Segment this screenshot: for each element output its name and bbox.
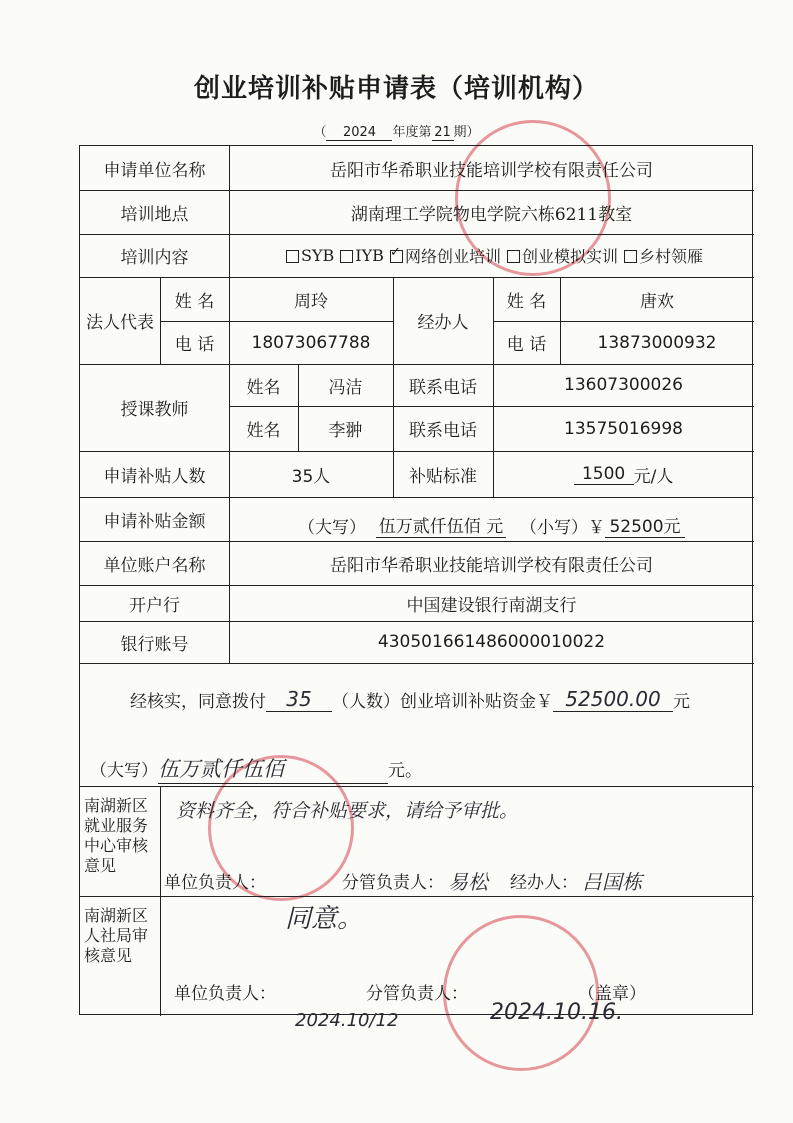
value-subsidy-std: 1500 元/人 xyxy=(493,451,754,497)
label-subsidy-count: 申请补贴人数 xyxy=(103,466,206,487)
label-legal-phone: 电 话 xyxy=(174,335,215,355)
label-handler-phone: 电 话 xyxy=(506,335,547,355)
value-location: 湖南理工学院物电学院六栋6211教室 xyxy=(350,204,633,225)
review1-operator-signature: 吕国栋 xyxy=(582,869,642,894)
label-subsidy-amount: 申请补贴金额 xyxy=(103,511,206,532)
review2-signatures: 单位负责人： 分管负责人： （盖章） xyxy=(174,983,646,1004)
label-account-no: 银行账号 xyxy=(120,634,189,655)
label-teacher2-name: 姓名 xyxy=(246,421,281,441)
value-subsidy-count: 35人 xyxy=(291,466,331,487)
value-account-no: 430501661486000010022 xyxy=(377,632,606,652)
review1-deputy-signature: 易松 xyxy=(448,869,488,894)
amount-caps: 伍万贰仟伍佰 元 xyxy=(376,512,506,538)
value-applicant: 岳阳市华希职业技能培训学校有限责任公司 xyxy=(330,160,653,181)
value-legal-name: 周玲 xyxy=(294,291,328,312)
approval-caps-line: （大写） 伍万贰仟伍佰 元。 xyxy=(90,754,422,782)
approval-line: 经核实，同意拨付 35 （人数）创业培训补贴资金￥ 52500.00 元 xyxy=(130,686,690,712)
period-line: （ 2024 年度第 21 期） xyxy=(313,125,480,140)
value-teacher1-name: 冯洁 xyxy=(328,377,363,398)
checkbox-rural-leader[interactable] xyxy=(624,250,637,263)
form-title: 创业培训补贴申请表（培训机构） xyxy=(193,74,599,104)
value-bank: 中国建设银行南湖支行 xyxy=(406,595,577,616)
checkbox-online-entrepreneurship[interactable] xyxy=(390,250,403,263)
label-bank: 开户行 xyxy=(129,595,180,616)
value-legal-phone: 18073067788 xyxy=(251,332,371,353)
label-applicant: 申请单位名称 xyxy=(103,160,206,181)
label-teacher: 授课教师 xyxy=(120,400,189,420)
label-handler-name: 姓 名 xyxy=(506,291,547,312)
value-teacher2-phone: 13575016998 xyxy=(564,418,683,439)
review1-signatures: 单位负责人： 分管负责人： 易松 经办人： 吕国栋 xyxy=(164,868,642,892)
label-teacher2-phone: 联系电话 xyxy=(409,421,477,441)
value-teacher1-phone: 13607300026 xyxy=(564,375,683,395)
value-subsidy-amount: （大写） 伍万贰仟伍佰 元 （小写）￥ 52500元 xyxy=(229,497,754,541)
amount-small: 52500元 xyxy=(605,512,685,538)
review2-opinion-handwritten: 同意。 xyxy=(285,904,364,934)
value-handler-name: 唐欢 xyxy=(640,291,674,312)
checkbox-simulation-training[interactable] xyxy=(507,250,520,263)
label-location: 培训地点 xyxy=(120,204,189,225)
label-subsidy-std: 补贴标准 xyxy=(409,466,477,487)
approval-caps-handwritten: 伍万贰仟伍佰 xyxy=(158,753,388,784)
label-teacher1-name: 姓名 xyxy=(246,377,281,398)
label-account-name: 单位账户名称 xyxy=(103,555,206,576)
label-legal-rep: 法人代表 xyxy=(86,313,154,333)
period-year: 2024 xyxy=(326,125,392,141)
label-review-hr-bureau: 南湖新区人社局审核意见 xyxy=(84,906,149,965)
label-legal-name: 姓 名 xyxy=(174,291,215,312)
value-account-name: 岳阳市华希职业技能培训学校有限责任公司 xyxy=(330,555,653,576)
checkbox-syb[interactable] xyxy=(286,250,299,263)
approval-count-handwritten: 35 xyxy=(266,687,332,712)
review2-date2-handwritten: 2024.10.16. xyxy=(490,1000,623,1025)
label-teacher1-phone: 联系电话 xyxy=(409,377,477,398)
label-review-employment-center: 南湖新区就业服务中心审核意见 xyxy=(84,796,149,875)
review2-date1-handwritten: 2024.10/12 xyxy=(295,1010,399,1031)
approval-amount-handwritten: 52500.00 xyxy=(553,687,673,712)
checkbox-iyb[interactable] xyxy=(340,250,353,263)
label-content: 培训内容 xyxy=(120,248,189,268)
form-table xyxy=(79,145,753,1015)
content-options: SYB IYB ✓ 网络创业培训 创业模拟实训 乡村领雁 xyxy=(229,234,754,277)
period-number: 21 xyxy=(432,125,454,141)
label-handler: 经办人 xyxy=(417,313,469,333)
review1-opinion-handwritten: 资料齐全，符合补贴要求，请给予审批。 xyxy=(176,800,519,822)
value-handler-phone: 13873000932 xyxy=(597,332,717,353)
value-teacher2-name: 李翀 xyxy=(328,421,363,441)
